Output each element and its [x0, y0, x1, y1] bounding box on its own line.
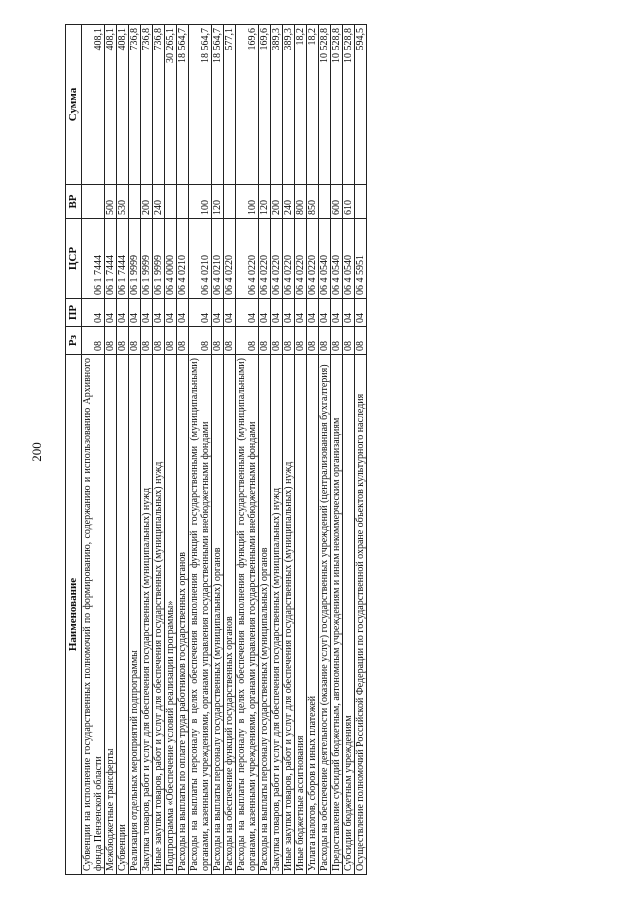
cell-pr: 04 [105, 299, 117, 327]
cell-vr [355, 185, 367, 219]
cell-name: Осуществление полномочий Российской Федерации по государственной охране объектов культурного наследия [355, 355, 367, 875]
table-row [105, 25, 117, 875]
cell-csr: 06 4 0540 [331, 219, 343, 299]
cell-csr: 06 4 0540 [343, 219, 355, 299]
cell-csr: 06 4 0220 [271, 219, 283, 299]
table-row [295, 25, 307, 875]
cell-sum: 389,3 [283, 25, 295, 185]
cell-sum: 18 564,7 [212, 25, 224, 185]
cell-rz: 08 [105, 327, 117, 355]
cell-vr: 800 [295, 185, 307, 219]
table-row [141, 25, 153, 875]
cell-csr: 06 4 0220 [307, 219, 319, 299]
cell-vr: 530 [117, 185, 129, 219]
cell-vr [165, 185, 177, 219]
cell-pr: 04 [141, 299, 153, 327]
cell-vr: 500 [105, 185, 117, 219]
cell-csr: 06 1 7444 [117, 219, 129, 299]
cell-vr: 200 [271, 185, 283, 219]
cell-csr: 06 1 7444 [82, 219, 105, 299]
table-row [177, 25, 189, 875]
cell-sum: 18,2 [307, 25, 319, 185]
cell-rz: 08 [212, 327, 224, 355]
cell-sum: 169,6 [259, 25, 271, 185]
cell-sum: 18 564,7 [177, 25, 189, 185]
cell-vr [224, 185, 236, 219]
cell-pr: 04 [224, 299, 236, 327]
table-row [82, 25, 105, 875]
cell-csr: 06 4 5951 [355, 219, 367, 299]
cell-csr: 06 4 0220 [224, 219, 236, 299]
cell-csr: 06 4 0210 [189, 219, 212, 299]
table-row [319, 25, 331, 875]
cell-name: Субвенции [117, 355, 129, 875]
cell-vr: 600 [331, 185, 343, 219]
cell-sum: 594,5 [355, 25, 367, 185]
cell-pr: 04 [355, 299, 367, 327]
cell-vr [129, 185, 141, 219]
cell-name: Расходы на выплаты по оплате труда работников государственных органов [177, 355, 189, 875]
cell-name: Межбюджетные трансферты [105, 355, 117, 875]
cell-rz: 08 [355, 327, 367, 355]
cell-rz: 08 [177, 327, 189, 355]
cell-sum: 18 564,7 [189, 25, 212, 185]
cell-name: Расходы на выплаты персоналу государственных (муниципальных) органов [259, 355, 271, 875]
cell-csr: 06 4 0000 [165, 219, 177, 299]
cell-rz: 08 [307, 327, 319, 355]
cell-vr [319, 185, 331, 219]
cell-csr: 06 1 9999 [129, 219, 141, 299]
cell-vr: 100 [189, 185, 212, 219]
budget-table [65, 24, 367, 875]
cell-rz: 08 [82, 327, 105, 355]
cell-name: Расходы на выплаты персоналу в целях обеспечения выполнения функций государственными (муниципальными) органами, казенными учреждениями, органами управления государственными внебюджетными фондами [236, 355, 259, 875]
table-row [355, 25, 367, 875]
cell-sum: 10 528,8 [343, 25, 355, 185]
cell-vr: 200 [141, 185, 153, 219]
header-vr: ВР [66, 185, 82, 219]
cell-name: Субвенции на исполнение государственных полномочий по формированию, содержанию и использованию Архивного фонда Пензенской области [82, 355, 105, 875]
cell-csr: 06 4 0220 [283, 219, 295, 299]
header-name: Наименование [66, 355, 82, 875]
cell-rz: 08 [283, 327, 295, 355]
cell-csr: 06 1 9999 [153, 219, 165, 299]
rotated-page [65, 25, 590, 875]
cell-pr: 04 [189, 299, 212, 327]
cell-rz: 08 [141, 327, 153, 355]
cell-pr: 04 [343, 299, 355, 327]
table-row [165, 25, 177, 875]
table-row [212, 25, 224, 875]
table-row [307, 25, 319, 875]
cell-rz: 08 [129, 327, 141, 355]
cell-rz: 08 [343, 327, 355, 355]
table-header-row [66, 25, 82, 875]
table-row [189, 25, 212, 875]
cell-pr: 04 [153, 299, 165, 327]
cell-name: Уплата налогов, сборов и иных платежей [307, 355, 319, 875]
cell-csr: 06 4 0210 [212, 219, 224, 299]
cell-vr [82, 185, 105, 219]
cell-name: Расходы на обеспечение деятельности (оказание услуг) государственных учреждений (централизованная бухгалтерия) [319, 355, 331, 875]
cell-sum: 736,8 [129, 25, 141, 185]
cell-sum: 169,6 [236, 25, 259, 185]
cell-name: Подпрограмма «Обеспечение условий реализации программы» [165, 355, 177, 875]
cell-csr: 06 1 9999 [141, 219, 153, 299]
cell-rz: 08 [117, 327, 129, 355]
cell-vr: 120 [212, 185, 224, 219]
cell-name: Иные бюджетные ассигнования [295, 355, 307, 875]
cell-rz: 08 [271, 327, 283, 355]
header-rz: Рз [66, 327, 82, 355]
table-row [236, 25, 259, 875]
table-row [331, 25, 343, 875]
cell-rz: 08 [189, 327, 212, 355]
cell-pr: 04 [283, 299, 295, 327]
cell-csr: 06 4 0540 [319, 219, 331, 299]
cell-csr: 06 4 0220 [236, 219, 259, 299]
cell-csr: 06 4 0220 [295, 219, 307, 299]
cell-vr: 240 [153, 185, 165, 219]
cell-rz: 08 [331, 327, 343, 355]
cell-name: Предоставление субсидий бюджетным, автономным учреждениям и иным некоммерческим организациям [331, 355, 343, 875]
cell-name: Закупка товаров, работ и услуг для обеспечения государственных (муниципальных) нужд [271, 355, 283, 875]
cell-vr: 610 [343, 185, 355, 219]
table-row [259, 25, 271, 875]
cell-sum: 736,8 [141, 25, 153, 185]
cell-pr: 04 [236, 299, 259, 327]
cell-rz: 08 [153, 327, 165, 355]
cell-rz: 08 [224, 327, 236, 355]
cell-pr: 04 [295, 299, 307, 327]
cell-sum: 736,8 [153, 25, 165, 185]
cell-pr: 04 [331, 299, 343, 327]
cell-sum: 10 528,8 [331, 25, 343, 185]
table-row [129, 25, 141, 875]
cell-name: Реализация отдельных мероприятий подпрограммы [129, 355, 141, 875]
cell-pr: 04 [177, 299, 189, 327]
cell-vr: 240 [283, 185, 295, 219]
cell-vr: 850 [307, 185, 319, 219]
cell-rz: 08 [165, 327, 177, 355]
cell-sum: 408,1 [105, 25, 117, 185]
cell-name: Иные закупки товаров, работ и услуг для обеспечения государственных (муниципальных) нужд [153, 355, 165, 875]
cell-sum: 30 265,1 [165, 25, 177, 185]
cell-name: Иные закупки товаров, работ и услуг для обеспечения государственных (муниципальных) нужд [283, 355, 295, 875]
table-row [153, 25, 165, 875]
cell-pr: 04 [129, 299, 141, 327]
cell-name: Расходы на обеспечение функций государственных органов [224, 355, 236, 875]
cell-sum: 389,3 [271, 25, 283, 185]
cell-pr: 04 [212, 299, 224, 327]
cell-csr: 06 1 7444 [105, 219, 117, 299]
cell-pr: 04 [117, 299, 129, 327]
page-number: 200 [29, 442, 44, 462]
cell-pr: 04 [259, 299, 271, 327]
header-sum: Сумма [66, 25, 82, 185]
table-row [343, 25, 355, 875]
table-row [224, 25, 236, 875]
cell-name: Расходы на выплаты персоналу государственных (муниципальных) органов [212, 355, 224, 875]
cell-sum: 408,1 [82, 25, 105, 185]
cell-rz: 08 [236, 327, 259, 355]
cell-pr: 04 [319, 299, 331, 327]
header-csr: ЦСР [66, 219, 82, 299]
cell-name: Расходы на выплаты персоналу в целях обеспечения выполнения функций государственными (муниципальными) органами, казенными учреждениями, органами управления государственными внебюджетными фондами [189, 355, 212, 875]
cell-sum: 10 528,8 [319, 25, 331, 185]
cell-sum: 577,1 [224, 25, 236, 185]
cell-rz: 08 [295, 327, 307, 355]
cell-csr: 06 4 0220 [259, 219, 271, 299]
cell-sum: 18,2 [295, 25, 307, 185]
cell-rz: 08 [319, 327, 331, 355]
table-body [82, 25, 367, 875]
cell-pr: 04 [271, 299, 283, 327]
table-row [117, 25, 129, 875]
cell-csr: 06 4 0210 [177, 219, 189, 299]
cell-name: Субсидии бюджетным учреждениям [343, 355, 355, 875]
header-pr: ПР [66, 299, 82, 327]
cell-pr: 04 [82, 299, 105, 327]
cell-pr: 04 [307, 299, 319, 327]
cell-name: Закупка товаров, работ и услуг для обеспечения государственных (муниципальных) нужд [141, 355, 153, 875]
cell-rz: 08 [259, 327, 271, 355]
table-row [283, 25, 295, 875]
cell-pr: 04 [165, 299, 177, 327]
cell-sum: 408,1 [117, 25, 129, 185]
table-row [271, 25, 283, 875]
cell-vr: 120 [259, 185, 271, 219]
cell-vr [177, 185, 189, 219]
cell-vr: 100 [236, 185, 259, 219]
